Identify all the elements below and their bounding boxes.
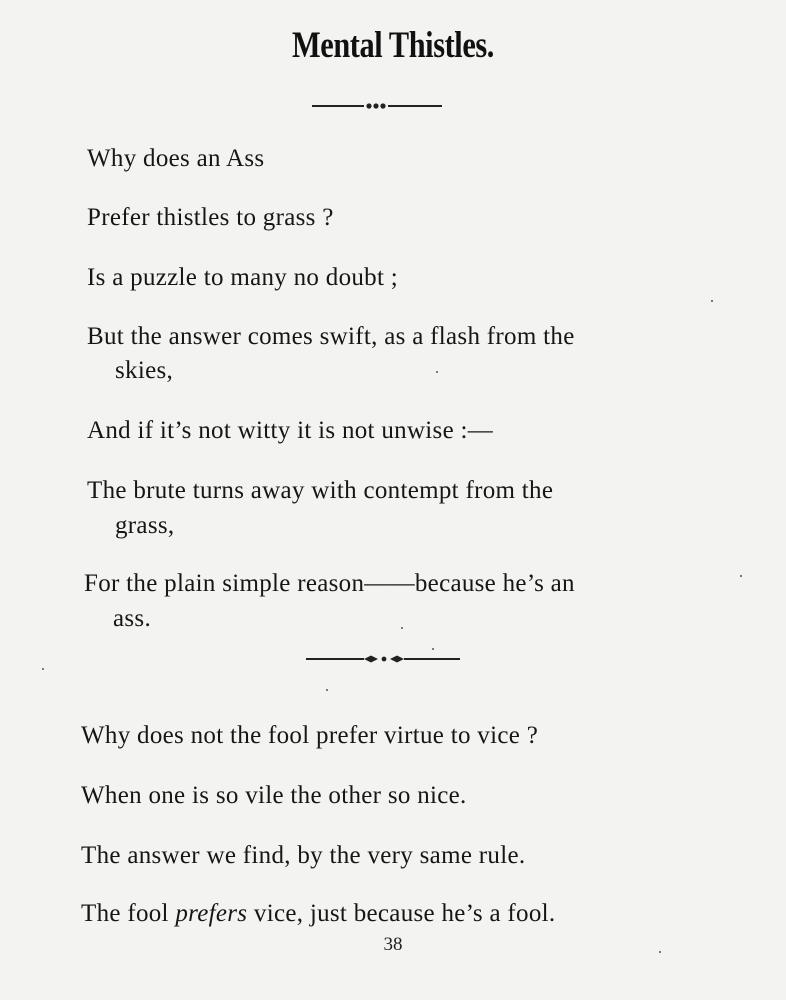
- print-speck: [740, 575, 742, 577]
- stanza2-line4-emphasis: prefers: [175, 900, 248, 927]
- middle-ornament-divider: [306, 652, 460, 666]
- stanza1-line7: For the plain simple reason——because he’s an: [84, 570, 575, 597]
- print-speck: [401, 627, 403, 629]
- print-speck: [326, 689, 328, 691]
- stanza1-line1: Why does an Ass: [87, 145, 265, 172]
- page-title: Mental Thistles.: [292, 25, 494, 66]
- stanza2-line4-end: vice, just because he’s a fool.: [247, 900, 556, 927]
- stanza1-line5: And if it’s not witty it is not unwise :—: [87, 417, 494, 444]
- print-speck: [436, 371, 438, 373]
- stanza1-line6-continued: grass,: [115, 512, 175, 539]
- stanza1-line2: Prefer thistles to grass ?: [87, 204, 334, 231]
- print-speck: [711, 300, 713, 302]
- stanza1-line7-continued: ass.: [113, 605, 152, 632]
- stanza1-line3: Is a puzzle to many no doubt ;: [87, 264, 399, 291]
- stanza2-line2: When one is so vile the other so nice.: [81, 782, 467, 809]
- page-number: 38: [383, 934, 403, 955]
- print-speck: [432, 648, 434, 650]
- stanza2-line4-start: The fool: [81, 900, 176, 927]
- stanza1-line6: The brute turns away with contempt from the: [87, 477, 554, 504]
- stanza1-line4-continued: skies,: [115, 357, 174, 384]
- print-speck: [42, 668, 44, 670]
- stanza2-line3: The answer we find, by the very same rule.: [81, 842, 526, 869]
- stanza1-line4: But the answer comes swift, as a flash from the: [87, 323, 575, 350]
- stanza2-line1: Why does not the fool prefer virtue to vice ?: [81, 722, 539, 749]
- top-ornament-divider: [312, 99, 442, 113]
- print-speck: [659, 951, 661, 953]
- stanza2-line4: [81, 899, 555, 929]
